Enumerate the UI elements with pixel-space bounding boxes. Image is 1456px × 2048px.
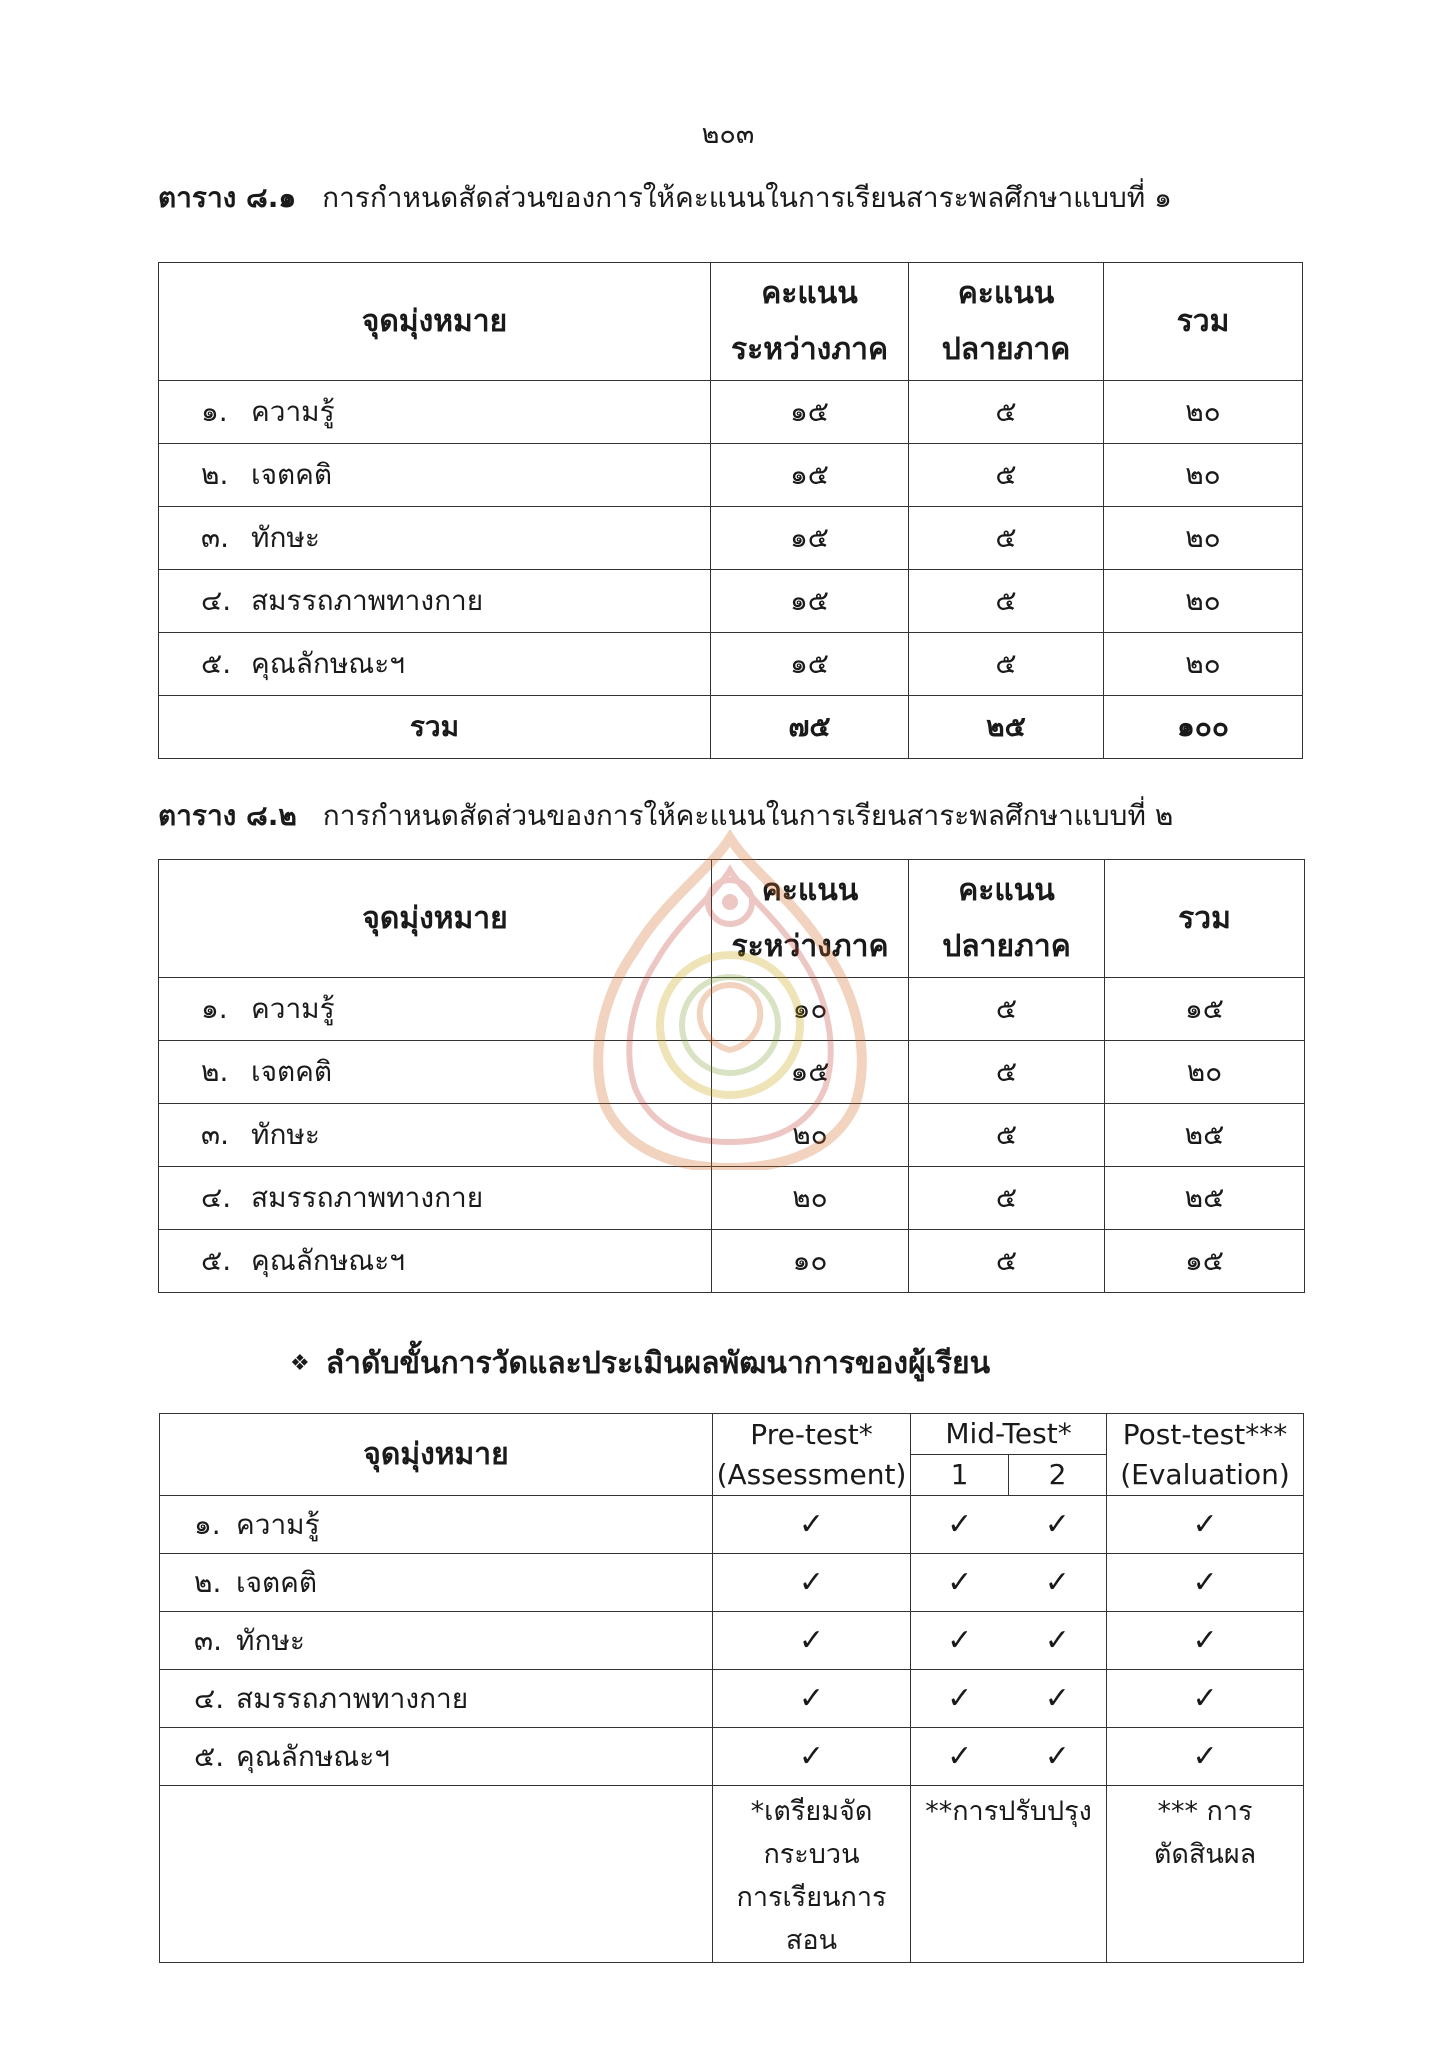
checkmark-icon: ✓ — [713, 1728, 911, 1786]
diamond-bullet-icon: ❖ — [290, 1351, 310, 1376]
goal-cell: ๓. ทักษะ — [160, 1612, 713, 1670]
checkmark-icon: ✓ — [911, 1554, 1009, 1612]
total-score-cell: ๒๕ — [1105, 1167, 1305, 1230]
final-total-cell: ๒๕ — [909, 696, 1104, 759]
final-score-header: คะแนน ปลายภาค — [909, 263, 1104, 381]
final-score-cell: ๕ — [909, 1041, 1105, 1104]
posttest-note: *** การ ตัดสินผล — [1107, 1786, 1304, 1963]
final-score-cell: ๕ — [909, 633, 1104, 696]
goal-cell: ๓. ทักษะ — [159, 1104, 712, 1167]
table2-caption-label: ตาราง ๘.๒ — [158, 799, 297, 832]
goal-cell: ๒. เจตคติ — [160, 1554, 713, 1612]
checkmark-icon: ✓ — [1107, 1670, 1304, 1728]
table-row — [159, 1230, 1305, 1293]
checkmark-icon: ✓ — [911, 1496, 1009, 1554]
final-score-cell: ๕ — [909, 570, 1104, 633]
section-heading — [290, 1340, 990, 1387]
midterm-score-cell: ๑๕ — [711, 570, 909, 633]
checkmark-icon: ✓ — [911, 1612, 1009, 1670]
goal-header: จุดมุ่งหมาย — [159, 263, 711, 381]
total-score-cell: ๒๐ — [1104, 444, 1303, 507]
table-row — [159, 507, 1303, 570]
notes-empty-cell — [160, 1786, 713, 1963]
goal-cell: ๒. เจตคติ — [159, 444, 711, 507]
goal-cell: ๔. สมรรถภาพทางกาย — [159, 570, 711, 633]
final-score-cell: ๕ — [909, 444, 1104, 507]
final-score-cell: ๕ — [909, 507, 1104, 570]
goal-cell: ๕. คุณลักษณะฯ — [159, 633, 711, 696]
goal-cell: ๕. คุณลักษณะฯ — [160, 1728, 713, 1786]
checkmark-icon: ✓ — [713, 1612, 911, 1670]
checkmark-icon: ✓ — [911, 1670, 1009, 1728]
table-header-row — [160, 1414, 1304, 1455]
midterm-score-header: คะแนน ระหว่างภาค — [711, 263, 909, 381]
table-row — [159, 633, 1303, 696]
goal-cell: ๔. สมรรถภาพทางกาย — [159, 1167, 712, 1230]
midterm-score-cell: ๑๕ — [711, 381, 909, 444]
goal-cell: ๑. ความรู้ — [159, 381, 711, 444]
total-score-cell: ๒๐ — [1104, 633, 1303, 696]
table-header-row — [159, 263, 1303, 381]
checkmark-icon: ✓ — [1107, 1728, 1304, 1786]
midterm-total-cell: ๗๕ — [711, 696, 909, 759]
table-row — [160, 1496, 1304, 1554]
table-row — [160, 1554, 1304, 1612]
checkmark-icon: ✓ — [713, 1496, 911, 1554]
pretest-header: Pre-test* (Assessment) — [713, 1414, 911, 1496]
checkmark-icon: ✓ — [1009, 1612, 1107, 1670]
final-score-cell: ๕ — [909, 1104, 1105, 1167]
checkmark-icon: ✓ — [713, 1670, 911, 1728]
midtest-2-header: 2 — [1009, 1455, 1107, 1496]
table1-caption — [158, 176, 1172, 220]
checkmark-icon: ✓ — [1009, 1496, 1107, 1554]
midterm-score-cell: ๑๕ — [711, 507, 909, 570]
table-row — [160, 1670, 1304, 1728]
midterm-score-cell: ๒๐ — [712, 1167, 909, 1230]
midtest-1-header: 1 — [911, 1455, 1009, 1496]
midterm-score-cell: ๒๐ — [712, 1104, 909, 1167]
final-score-header: คะแนน ปลายภาค — [909, 860, 1105, 978]
table-row — [159, 1167, 1305, 1230]
totals-label: รวม — [159, 696, 711, 759]
goal-cell: ๑. ความรู้ — [160, 1496, 713, 1554]
total-score-cell: ๒๐ — [1104, 570, 1303, 633]
checkmark-icon: ✓ — [713, 1554, 911, 1612]
midterm-score-cell: ๑๐ — [712, 978, 909, 1041]
midterm-score-header: คะแนน ระหว่างภาค — [712, 860, 909, 978]
checkmark-icon: ✓ — [1009, 1670, 1107, 1728]
goal-cell: ๒. เจตคติ — [159, 1041, 712, 1104]
notes-row — [160, 1786, 1304, 1963]
checkmark-icon: ✓ — [1009, 1728, 1107, 1786]
checkmark-icon: ✓ — [1107, 1554, 1304, 1612]
goal-cell: ๔. สมรรถภาพทางกาย — [160, 1670, 713, 1728]
page-number: ๒๐๓ — [701, 119, 755, 150]
midterm-score-cell: ๑๕ — [712, 1041, 909, 1104]
posttest-header: Post-test*** (Evaluation) — [1107, 1414, 1304, 1496]
midterm-score-cell: ๑๕ — [711, 444, 909, 507]
goal-header: จุดมุ่งหมาย — [160, 1414, 713, 1496]
checkmark-icon: ✓ — [911, 1728, 1009, 1786]
final-score-cell: ๕ — [909, 978, 1105, 1041]
table-row — [159, 381, 1303, 444]
total-score-cell: ๑๕ — [1105, 978, 1305, 1041]
checkmark-icon: ✓ — [1107, 1612, 1304, 1670]
total-score-cell: ๒๐ — [1104, 381, 1303, 444]
midtest-header: Mid-Test* — [911, 1414, 1107, 1455]
total-score-cell: ๒๕ — [1105, 1104, 1305, 1167]
midterm-score-cell: ๑๐ — [712, 1230, 909, 1293]
total-score-cell: ๒๐ — [1104, 507, 1303, 570]
table-row — [159, 570, 1303, 633]
midterm-score-cell: ๑๕ — [711, 633, 909, 696]
table-row — [159, 444, 1303, 507]
total-header: รวม — [1105, 860, 1305, 978]
goal-cell: ๓. ทักษะ — [159, 507, 711, 570]
goal-header: จุดมุ่งหมาย — [159, 860, 712, 978]
midtest-note: **การปรับปรุง — [911, 1786, 1107, 1963]
checkmark-icon: ✓ — [1009, 1554, 1107, 1612]
goal-cell: ๕. คุณลักษณะฯ — [159, 1230, 712, 1293]
total-header: รวม — [1104, 263, 1303, 381]
grand-total-cell: ๑๐๐ — [1104, 696, 1303, 759]
table-row — [160, 1612, 1304, 1670]
table1-caption-label: ตาราง ๘.๑ — [158, 181, 297, 214]
scoring-table-1 — [158, 262, 1303, 759]
totals-row — [159, 696, 1303, 759]
assessment-stage-table — [159, 1413, 1304, 1963]
table1-caption-text: การกำหนดสัดส่วนของการให้คะแนนในการเรียนสาระพลศึกษาแบบที่ ๑ — [322, 181, 1172, 214]
pretest-note: *เตรียมจัด กระบวน การเรียนการสอน — [713, 1786, 911, 1963]
final-score-cell: ๕ — [909, 381, 1104, 444]
final-score-cell: ๕ — [909, 1230, 1105, 1293]
total-score-cell: ๑๕ — [1105, 1230, 1305, 1293]
goal-cell: ๑. ความรู้ — [159, 978, 712, 1041]
institution-seal-icon — [585, 830, 875, 1170]
table2-caption-text: การกำหนดสัดส่วนของการให้คะแนนในการเรียนสาระพลศึกษาแบบที่ ๒ — [322, 799, 1174, 832]
final-score-cell: ๕ — [909, 1167, 1105, 1230]
section-heading-text: ลำดับขั้นการวัดและประเมินผลพัฒนาการของผู้เรียน — [325, 1346, 991, 1381]
table-row — [160, 1728, 1304, 1786]
total-score-cell: ๒๐ — [1105, 1041, 1305, 1104]
checkmark-icon: ✓ — [1107, 1496, 1304, 1554]
